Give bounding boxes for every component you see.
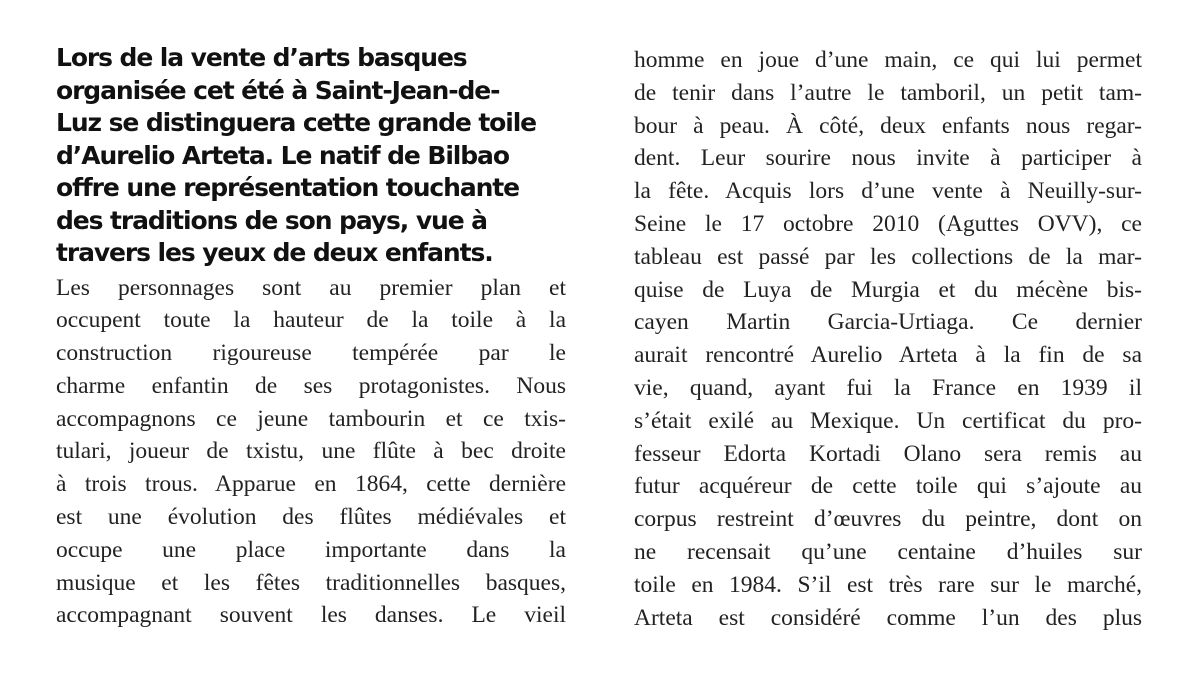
body-line: dent. Leur sourire nous invite à participer à bbox=[634, 145, 1142, 172]
body-line: tableau est passé par les collections de la mar- bbox=[634, 243, 1142, 270]
body-line: la fête. Acquis lors d’une vente à Neuilly-sur- bbox=[634, 178, 1142, 205]
body-line: Les personnages sont au premier plan et bbox=[56, 274, 566, 301]
body-line: est une évolution des flûtes médiévales et bbox=[56, 504, 566, 531]
body-line: bour à peau. À côté, deux enfants nous regar- bbox=[634, 112, 1142, 139]
lead-line: offre une représentation touchante bbox=[56, 173, 520, 202]
body-line: vie, quand, ayant fui la France en 1939 il bbox=[634, 374, 1142, 401]
body-line: tulari, joueur de txistu, une flûte à bec droite bbox=[56, 438, 566, 465]
lead-paragraph bbox=[56, 0, 566, 270]
lead-line: d’Aurelio Arteta. Le natif de Bilbao bbox=[56, 140, 509, 170]
body-line: ne recensait qu’une centaine d’huiles sur bbox=[634, 538, 1142, 565]
body-line: s’était exilé au Mexique. Un certificat du pro- bbox=[634, 407, 1142, 434]
body-line: occupent toute la hauteur de la toile à la bbox=[56, 307, 566, 334]
body-line: aurait rencontré Aurelio Arteta à la fin de sa bbox=[634, 342, 1142, 369]
body-line: corpus restreint d’œuvres du peintre, dont on bbox=[634, 506, 1142, 533]
body-line: accompagnant souvent les danses. Le vieil bbox=[56, 602, 566, 629]
body-line: charme enfantin de ses protagonistes. Nous bbox=[56, 372, 566, 399]
body-line: occupe une place importante dans la bbox=[56, 536, 566, 563]
body-line: de tenir dans l’autre le tamboril, un petit tam- bbox=[634, 79, 1142, 106]
body-text-right bbox=[634, 0, 1142, 634]
body-line: toile en 1984. S’il est très rare sur le marché, bbox=[634, 571, 1142, 598]
body-line: accompagnons ce jeune tambourin et ce txis- bbox=[56, 405, 566, 432]
body-line: futur acquéreur de cette toile qui s’ajoute au bbox=[634, 473, 1142, 500]
lead-line: des traditions de son pays, vue à bbox=[56, 205, 487, 235]
lead-line: Luz se distinguera cette grande toile bbox=[56, 108, 537, 137]
body-line: homme en joue d’une main, ce qui lui permet bbox=[634, 47, 1142, 73]
lead-line: organisée cet été à Saint-Jean-de- bbox=[56, 75, 500, 105]
body-line: construction rigoureuse tempérée par le bbox=[56, 340, 566, 367]
body-line: cayen Martin Garcia-Urtiaga. Ce dernier bbox=[634, 309, 1142, 336]
left-column bbox=[56, 0, 566, 632]
body-line: quise de Luya de Murgia et du mécène bis- bbox=[634, 276, 1142, 303]
body-text-left bbox=[56, 272, 566, 633]
lead-line: Lors de la vente d’arts basques bbox=[56, 43, 467, 72]
body-line: fesseur Edorta Kortadi Olano sera remis au bbox=[634, 440, 1142, 467]
lead-line: travers les yeux de deux enfants. bbox=[56, 238, 493, 267]
body-line: musique et les fêtes traditionnelles basques, bbox=[56, 569, 566, 596]
body-line: à trois trous. Apparue en 1864, cette dernière bbox=[56, 471, 566, 498]
body-line: Seine le 17 octobre 2010 (Aguttes OVV), ce bbox=[634, 210, 1142, 237]
right-column bbox=[634, 0, 1142, 634]
body-line: Arteta est considéré comme l’un des plus bbox=[634, 604, 1142, 631]
